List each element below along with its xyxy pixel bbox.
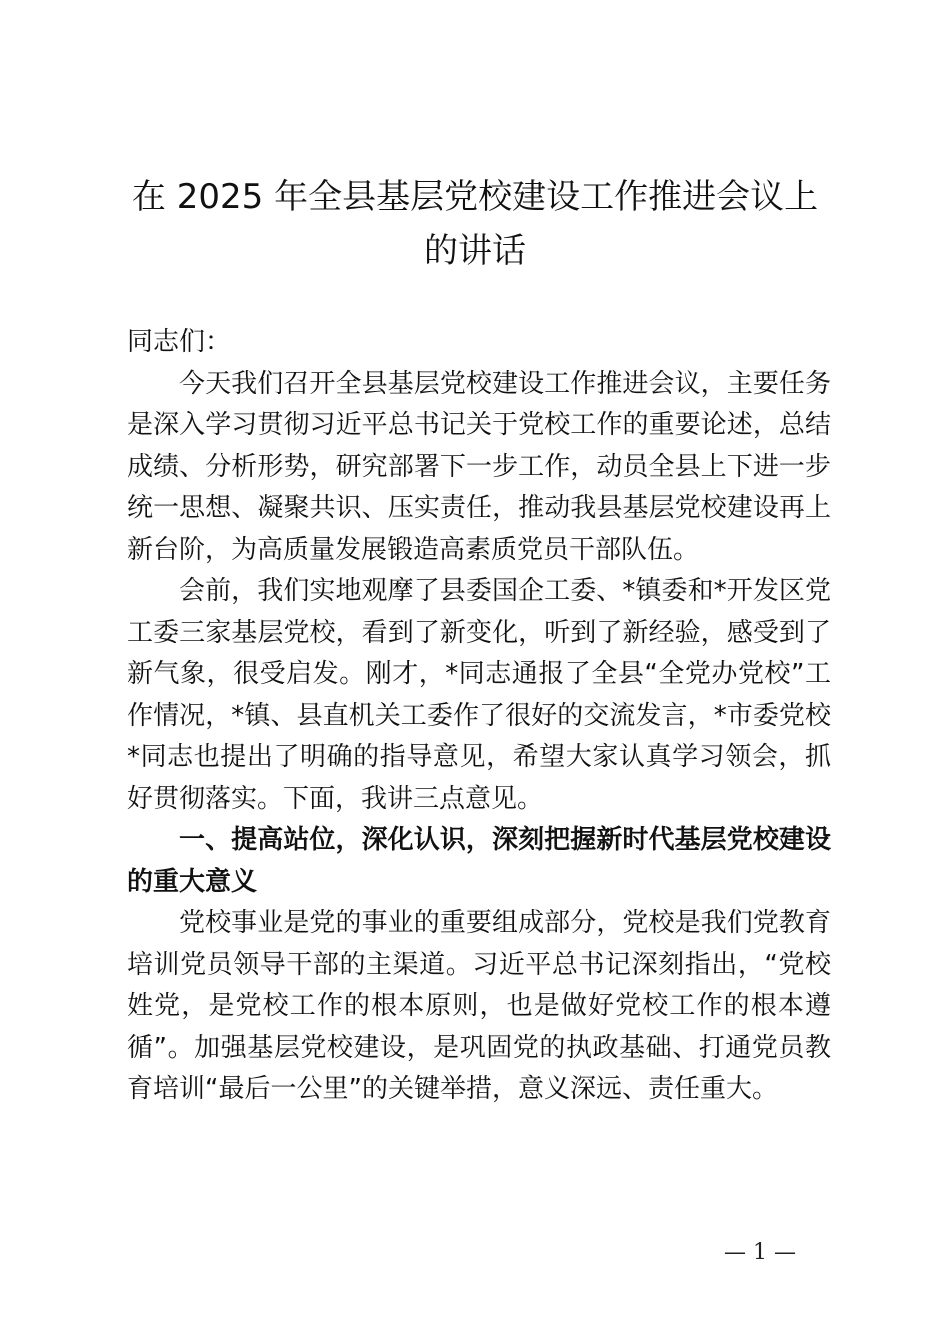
document-title: [100, 170, 850, 278]
section-paragraph: 党校事业是党的事业的重要组成部分，党校是我们党教育培训党员领导干部的主渠道。习近平总书记深刻指出，“党校姓党，是党校工作的根本原则，也是做好党校工作的根本遵循”。加强基层党校建设，是巩固党的执政基础、打通党员教育培训“最后一公里”的关键举措，意义深远、责任重大。: [127, 908, 831, 1104]
paragraph-opening: 今天我们召开全县基层党校建设工作推进会议，主要任务是深入学习贯彻习近平总书记关于党校工作的重要论述，总结成绩、分析形势，研究部署下一步工作，动员全县上下进一步统一思想、凝聚共识、压实责任，推动我县基层党校建设再上新台阶，为高质量发展锻造高素质党员干部队伍。: [127, 368, 831, 565]
title-line-2: 的讲话: [424, 231, 526, 271]
title-line-1: 在 2025 年全县基层党校建设工作推进会议上: [131, 177, 819, 217]
paragraph-context: 会前，我们实地观摩了县委国企工委、*镇委和*开发区党工委三家基层党校，看到了新变化，听到了新经验，感受到了新气象，很受启发。刚才，*同志通报了全县“全党办党校”工作情况，*镇、县直机关工委作了很好的交流发言，*市委党校*同志也提出了明确的指导意见，希望大家认真学习领会，抓好贯彻落实。下面，我讲三点意见。: [127, 576, 831, 814]
section-heading: 一、提高站位，深化认识，深刻把握新时代基层党校建设的重大意义: [127, 825, 831, 897]
document-body: [127, 322, 831, 1111]
page-number: — 1 —: [724, 1240, 796, 1265]
salutation: 同志们：: [127, 327, 232, 357]
